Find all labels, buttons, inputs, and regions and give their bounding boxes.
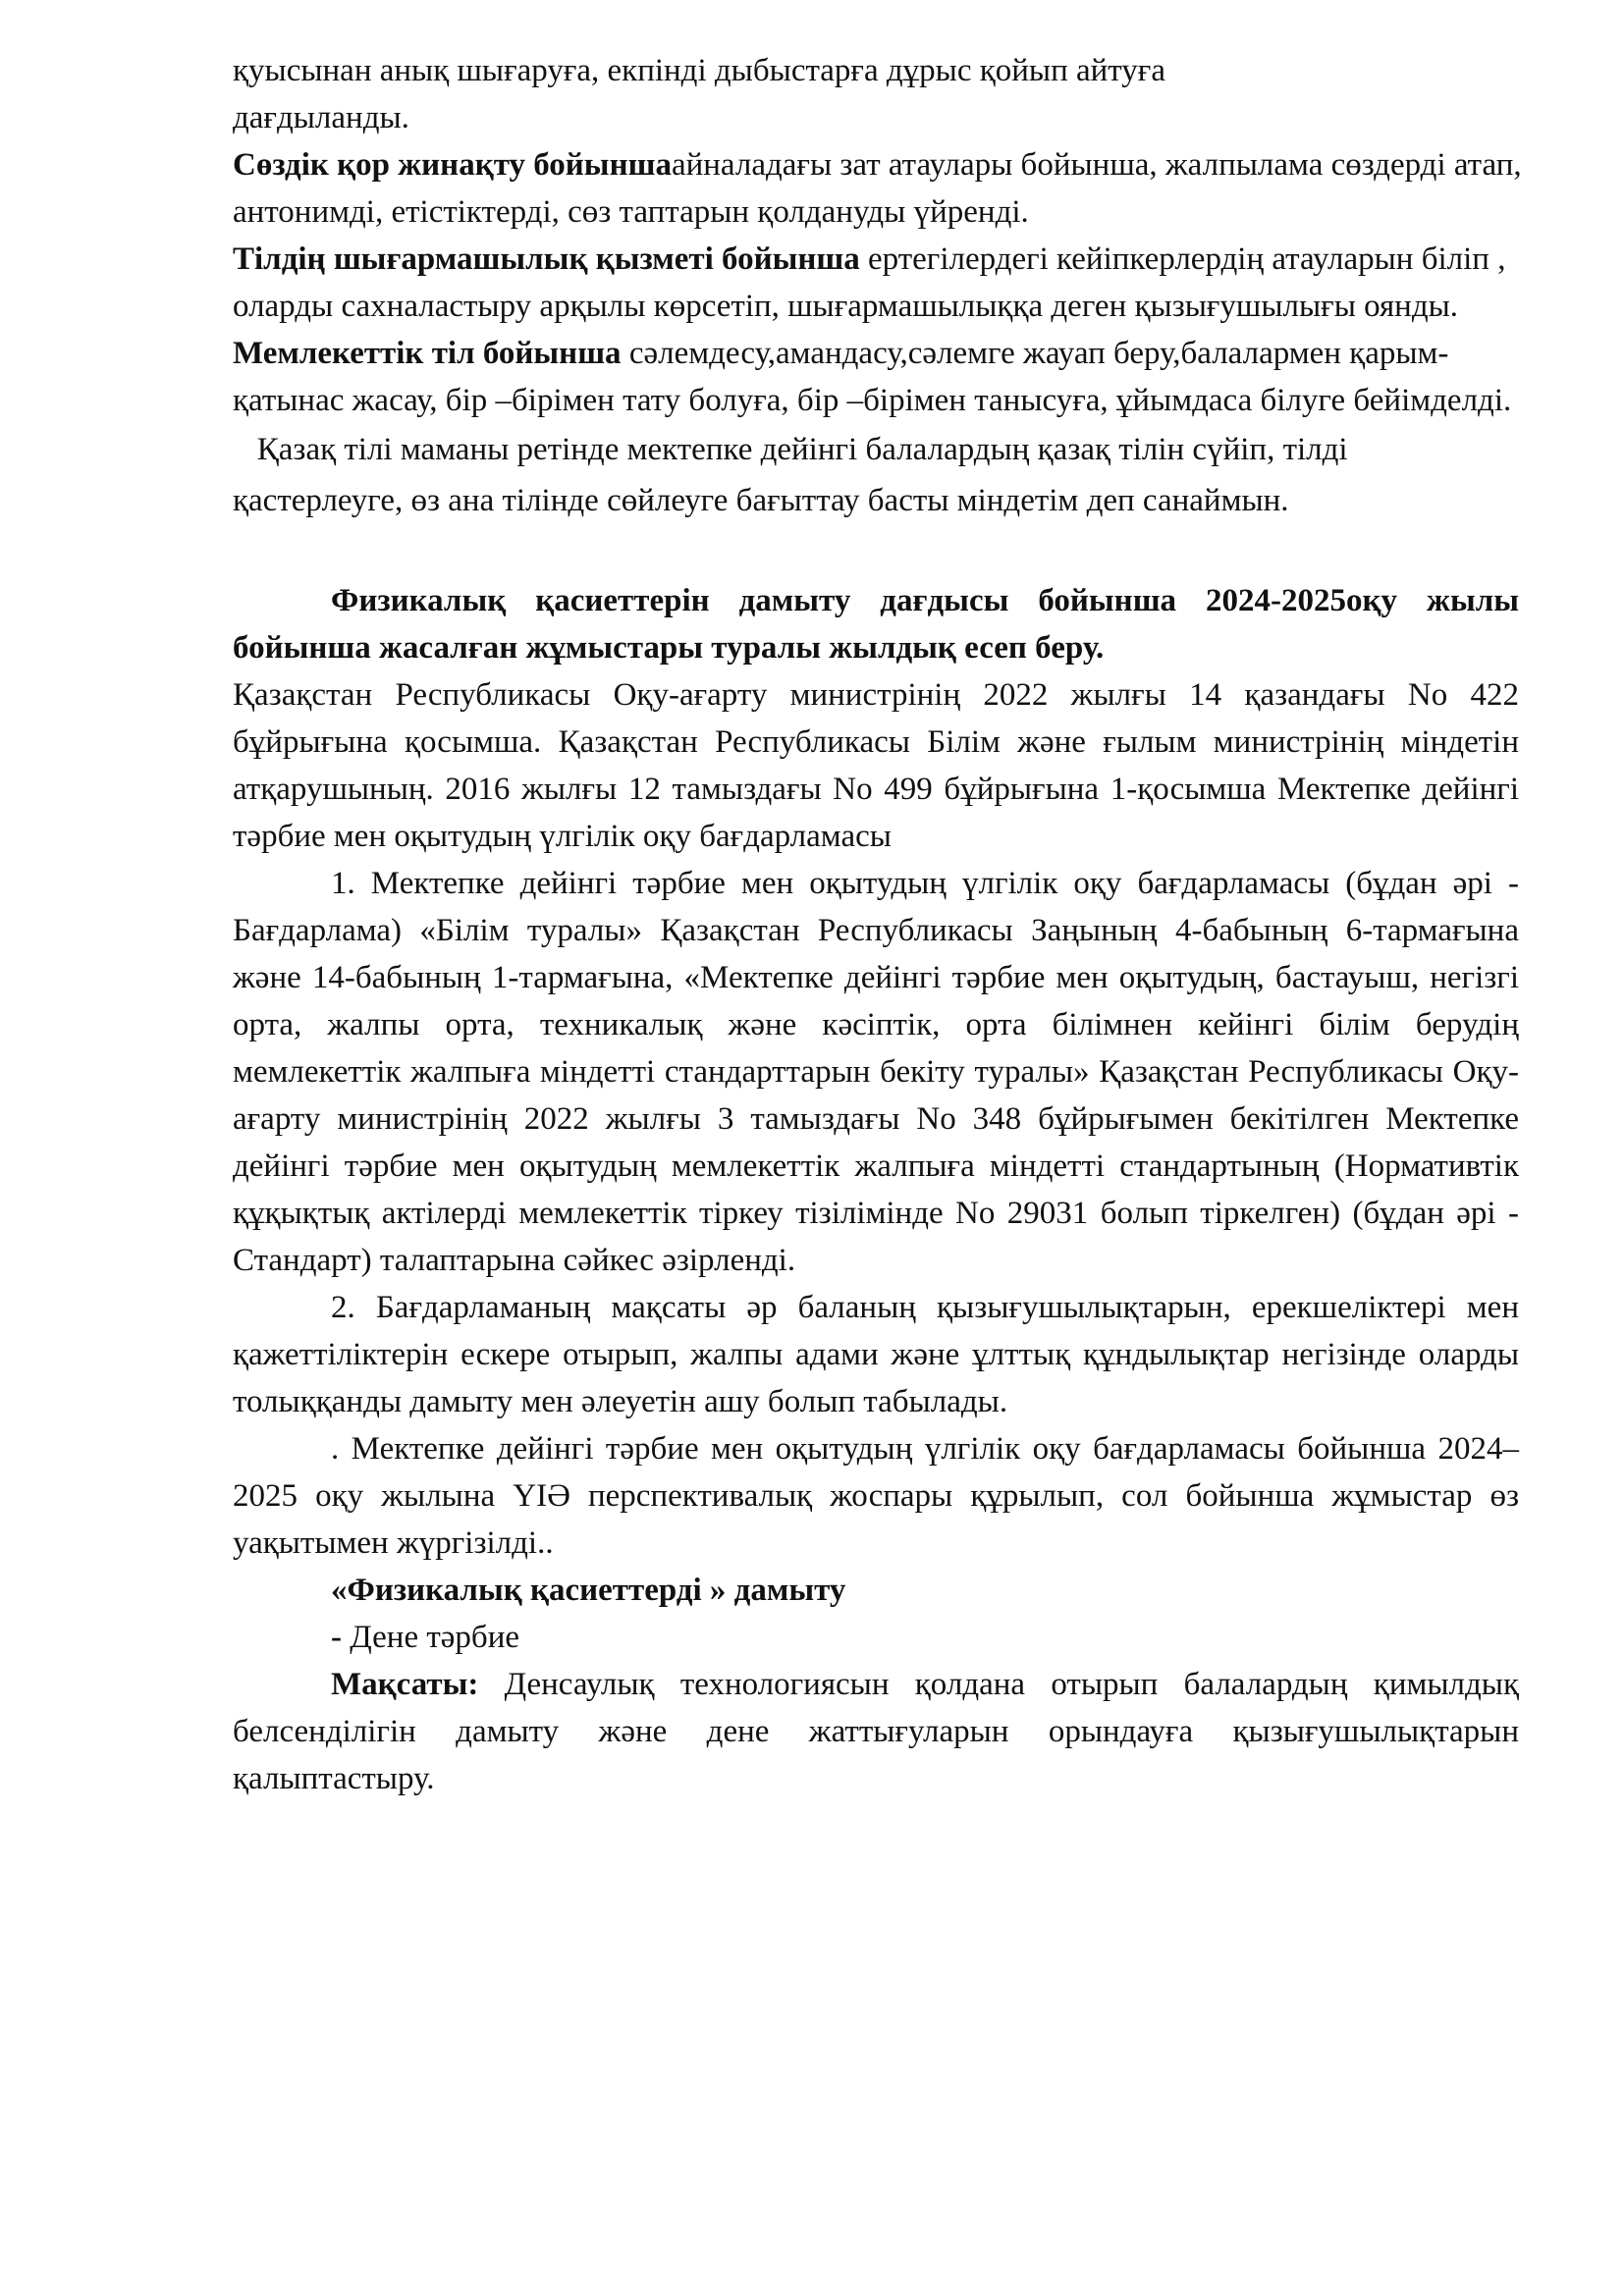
goal-text: Денсаулық технологиясын қолдана отырып балалардың қимылдық белсенділігін дамыту және дене жаттығуларын орындауға қызығушылықтарын қалыптастыру. (233, 1667, 1519, 1796)
creative-language-heading: Тілдің шығармашылық қызметі бойынша (233, 241, 860, 277)
document-page (233, 47, 1522, 1802)
subheading-physical-qualities-text: «Физикалық қасиеттерді » дамыту (331, 1573, 846, 1608)
subheading-physical-education (233, 1614, 1519, 1661)
creative-language-text: ертегілердегі кейіпкерлердің атауларын біліп , оларды сахналастыру арқылы көрсетіп, шығармашылыққа деген қызығушылығы оянды. (233, 241, 1506, 324)
state-language-heading: Мемлекеттік тіл бойынша (233, 336, 622, 371)
paragraph-program-item-1: 1. Мектепке дейінгі тәрбие мен оқытудың үлгілік оқу бағдарламасы (бұдан әрі - Бағдарлама) «Білім туралы» Қазақстан Республикасы Заңының 4-бабының 6-тармағына және 14-бабының 1-тармағына, «Мектепке дейінгі тәрбие мен оқытудың, бастауыш, негізгі орта, жалпы орта, техникалық және кәсіптік, орта білімнен кейінгі білім берудің мемлекеттік жалпыға міндетті стандарттарын бекіту туралы» Қазақстан Республикасы Оқу-ағарту министрінің 2022 жылғы 3 тамыздағы No 348 бұйрығымен бекітілген Мектепке дейінгі тәрбие мен оқытудың мемлекеттік жалпыға міндетті стандартының (Нормативтік құқықтық актілерді мемлекеттік тіркеу тізілімінде No 29031 болып тіркелген) (бұдан әрі - Стандарт) талаптарына сәйкес әзірленді. (233, 866, 1519, 1278)
spacer (233, 526, 1519, 577)
paragraph-perspective-plan: . Мектепке дейінгі тәрбие мен оқытудың үлгілік оқу бағдарламасы бойынша 2024– 2025 оқу жылына ҮІӘ перспективалық жоспары құрылып, сол бойынша жұмыстар өз уақытымен жүргізілді.. (233, 1431, 1519, 1561)
paragraph-teacher-goal: Қазақ тілі маманы ретінде мектепке дейінгі балалардың қазақ тілін сүйіп, тілді қастерлеуге, өз ана тілінде сөйлеуге бағыттау басты міндетім деп санаймын. (233, 432, 1356, 518)
paragraph-creative-language (233, 236, 1509, 330)
paragraph-ministry-order: Қазақстан Республикасы Оқу-ағарту министрінің 2022 жылғы 14 қазандағы No 422 бұйрығына қосымша. Қазақстан Республикасы Білім және ғылым министрінің міндетін атқарушының. 2016 жылғы 12 тамыздағы No 499 бұйрығына 1-қосымша Мектепке дейінгі тәрбие мен оқытудың үлгілік оқу бағдарламасы (233, 677, 1519, 854)
dash-marker: - (331, 1620, 342, 1655)
state-language-text: сәлемдесу,амандасу,сәлемге жауап беру,балалармен қарым-қатынас жасау, бір –бірімен тату болуға, бір –бірімен танысуға, ұйымдаса білуге бейімделді. (233, 336, 1512, 418)
subheading-physical-qualities (233, 1567, 1519, 1614)
goal-label: Мақсаты: (331, 1667, 479, 1702)
paragraph-program-item-2: 2. Бағдарламаның мақсаты әр баланың қызығушылықтарын, ерекшеліктері мен қажеттіліктерін ескере отырып, жалпы адами және ұлттық құндылықтар негізінде оларды толыққанды дамыту мен әлеуетін ашу болып табылады. (233, 1290, 1519, 1419)
paragraph-vocabulary (233, 141, 1539, 236)
paragraph-state-language (233, 330, 1539, 424)
report-heading-text: Физикалық қасиеттерін дамыту дағдысы бойынша 2024-2025оқу жылы бойынша жасалған жұмыстары туралы жылдық есеп беру. (233, 583, 1519, 666)
paragraph-sound-skills: қуысынан анық шығаруға, екпінді дыбыстарға дұрыс қойып айтуға дағдыланды. (233, 53, 1165, 135)
paragraph-goal (233, 1661, 1519, 1802)
report-heading (233, 577, 1519, 671)
physical-education-text: Дене тәрбие (342, 1620, 520, 1655)
vocabulary-heading: Сөздік қор жинақту бойынша (233, 147, 672, 183)
vocabulary-text: айналадағы зат атаулары бойынша, жалпылама сөздерді атап, антонимді, етістіктерді, сөз таптарын қолдануды үйренді. (233, 147, 1522, 230)
